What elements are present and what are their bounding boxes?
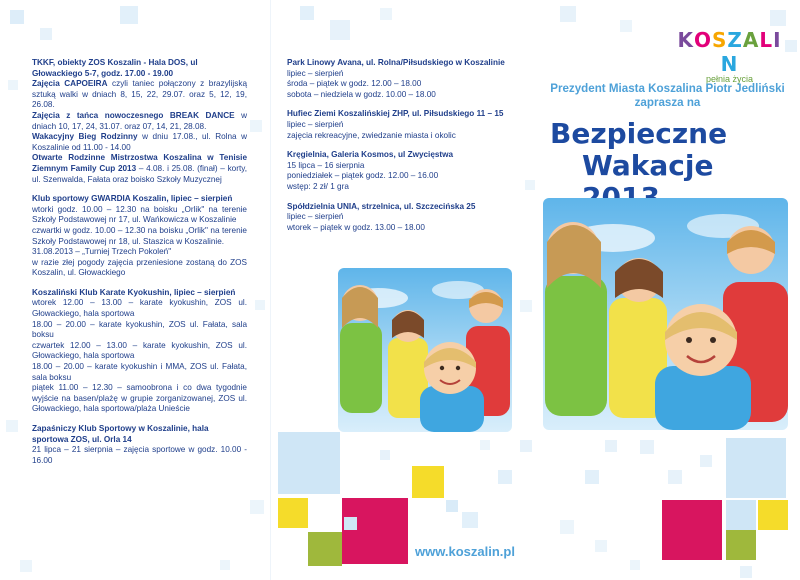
children-illustration-small <box>338 268 512 432</box>
activity-line: lipiec – sierpień <box>287 119 344 129</box>
decorative-square <box>480 440 490 450</box>
website-url[interactable]: www.koszalin.pl <box>415 544 515 559</box>
decorative-square <box>520 440 532 452</box>
decorative-square <box>560 6 576 22</box>
activities-column-middle <box>287 58 512 242</box>
activity-line: sobota – niedziela w godz. 10.00 – 18.00 <box>287 89 436 99</box>
decorative-square <box>620 20 632 32</box>
activity-line: wstęp: 2 zł/ 1 gra <box>287 181 349 191</box>
activity-line: 21 lipca – 21 sierpnia – zajęcia sportowe w godz. 10.00 - 16.00 <box>32 445 247 465</box>
decorative-square <box>662 500 722 560</box>
activity-heading: TKKF, obiekty ZOS Koszalin - Hala DOS, ul Głowackiego 5-7, godz. 17.00 - 19.00 <box>32 58 198 78</box>
activity-block <box>287 202 512 234</box>
activity-heading: Park Linowy Avana, ul. Rolna/Piłsudskiego w Koszalinie <box>287 58 505 67</box>
decorative-square <box>342 498 408 564</box>
logo-letter: N <box>720 52 739 76</box>
logo-letter: A <box>742 28 760 52</box>
activity-line: Wakacyjny Bieg Rodzinny w dniu 17.08., ul. Rolna w Koszalinie od 11.00 - 14.00 <box>32 132 247 152</box>
decorative-square <box>250 120 262 132</box>
decorative-square <box>726 500 756 530</box>
decorative-square <box>462 512 478 528</box>
activity-line: czwartki w godz. 10.00 – 12.30 na boisku „Orlik" na terenie Szkoły Podstawowej nr 18, ul. Staszica w Koszalinie. <box>32 225 247 246</box>
decorative-square <box>344 517 357 530</box>
activity-line: wtorek – piątek w godz. 13.00 – 18.00 <box>287 222 425 232</box>
decorative-square <box>8 80 18 90</box>
logo-letter: O <box>693 28 712 52</box>
decorative-square <box>6 420 18 432</box>
activity-block <box>32 288 247 415</box>
decorative-square <box>330 20 350 40</box>
activity-line: Zajęcia CAPOEIRA czyli taniec połączony z brazylijską sztuką walki w dniach 8, 15, 22, 29.07. oraz 5, 12, 19, 26.08. <box>32 79 247 110</box>
decorative-square <box>278 432 340 494</box>
decorative-square <box>498 470 512 484</box>
activity-block <box>32 194 247 279</box>
activity-heading: Zapaśniczy Klub Sportowy w Koszalinie, hala sportowa ZOS, ul. Orla 14 <box>32 424 209 444</box>
logo-letter: L <box>759 28 774 52</box>
activity-line: Zajęcia z tańca nowoczesnego BREAK DANCE w dniach 10, 17, 24, 31.07. oraz 07, 14, 21, 28.08. <box>32 110 248 131</box>
children-photo-large <box>543 198 788 430</box>
decorative-square <box>20 560 32 572</box>
decorative-square <box>640 440 654 454</box>
activity-line: piątek 11.00 – 12.30 – samoobrona i co dwa tygodnie wyjście na basen/plażę w grupie zorganizowanej, ZOS ul. Głowackiego, hala sportowa/plaża Unieście <box>32 383 247 414</box>
decorative-square <box>446 500 458 512</box>
title-line-2: Wakacje <box>582 149 714 182</box>
decorative-square <box>10 10 24 24</box>
decorative-square <box>595 540 607 552</box>
decorative-square <box>525 180 535 190</box>
activity-line: 15 lipca – 16 sierpnia <box>287 160 365 170</box>
activity-line: Otwarte Rodzinne Mistrzostwa Koszalina w Tenisie Ziemnym Family Cup 2013 – 4.08. i 25.08. (finał) – korty, ul. Szenwalda, Fałata oraz boisko Szkoły Muzycznej <box>32 153 247 184</box>
decorative-square <box>758 500 788 530</box>
activity-line: poniedziałek – piątek godz. 12.00 – 16.00 <box>287 171 439 181</box>
activity-block <box>32 58 247 185</box>
decorative-square <box>560 520 574 534</box>
decorative-square <box>605 440 617 452</box>
logo-letter: Z <box>727 28 743 52</box>
decorative-square <box>700 455 712 467</box>
activity-line: zajęcia rekreacyjne, zwiedzanie miasta i okolic <box>287 130 456 140</box>
children-photo-small <box>338 268 512 432</box>
decorative-square <box>668 470 682 484</box>
activity-line: lipiec – sierpień <box>287 68 344 78</box>
decorative-square <box>380 8 392 20</box>
decorative-square <box>308 532 342 566</box>
activity-line: 31.08.2013 – „Turniej Trzech Pokoleń" <box>32 247 172 257</box>
decorative-square <box>770 10 786 26</box>
children-illustration-large <box>543 198 788 430</box>
activity-line: 18.00 – 20.00 – karate kyokushin i MMA, ZOS ul. Fałata, sala boksu <box>32 362 247 382</box>
decorative-square <box>630 560 640 570</box>
activities-column-left <box>32 58 247 475</box>
decorative-square <box>726 438 786 498</box>
activity-heading: Hufiec Ziemi Koszalińskiej ZHP, ul. Piłsudskiego 11 – 15 <box>287 109 504 119</box>
decorative-square <box>300 6 314 20</box>
activity-block <box>32 424 247 466</box>
decorative-square <box>220 560 230 570</box>
logo-letter: S <box>711 28 728 52</box>
invitation-text: Prezydent Miasta Koszalina Piotr Jedliński zaprasza na <box>550 82 785 109</box>
decorative-square <box>740 566 752 578</box>
activity-line: czwartek 12.00 – 13.00 – karate kyokushin, ZOS ul. Głowackiego, hala sportowa <box>32 340 247 361</box>
koszalin-logo <box>672 28 787 84</box>
activity-heading: Spółdzielnia UNIA, strzelnica, ul. Szczecińska 25 <box>287 201 476 211</box>
logo-tagline: pełnia życia <box>705 74 754 84</box>
activity-heading: Klub sportowy GWARDIA Koszalin, lipiec – sierpień <box>32 194 233 204</box>
decorative-square <box>278 498 308 528</box>
activity-line: lipiec – sierpień <box>287 212 344 222</box>
activity-line: wtorek 12.00 – 13.00 – karate kyokushin, ZOS ul. Głowackiego, hala sportowa <box>32 298 247 319</box>
logo-letter: K <box>677 28 694 52</box>
activity-line: w razie złej pogody zajęcia przeniesione zostaną do ZOS Koszalin, ul. Głowackiego <box>32 257 247 278</box>
activity-heading: Koszaliński Klub Karate Kyokushin, lipiec – sierpień <box>32 287 236 297</box>
fold-line <box>270 0 271 580</box>
decorative-square <box>585 470 599 484</box>
decorative-square <box>520 300 532 312</box>
activity-line: wtorki godz. 10.00 – 12.30 na boisku „Orlik" na terenie Szkoły Podstawowej nr 17, ul. Wańkowicza w Koszalinie <box>32 204 247 225</box>
activity-block <box>287 58 512 100</box>
decorative-square <box>250 500 264 514</box>
decorative-square <box>255 300 265 310</box>
decorative-square <box>726 530 756 560</box>
title-line-1: Bezpieczne <box>550 117 728 150</box>
logo-letter: I <box>773 28 782 52</box>
activity-line: środa – piątek w godz. 12.00 – 18.00 <box>287 79 422 89</box>
decorative-square <box>120 6 138 24</box>
activity-block <box>287 109 512 141</box>
activity-heading: Kręgielnia, Galeria Kosmos, ul Zwycięstwa <box>287 150 454 160</box>
decorative-square <box>412 466 444 498</box>
logo-wordmark <box>672 28 787 76</box>
decorative-square <box>40 28 52 40</box>
activity-line: 18.00 – 20.00 – karate kyokushin, ZOS ul. Fałata, sala boksu <box>32 319 247 340</box>
activity-block <box>287 150 512 192</box>
decorative-square <box>380 450 390 460</box>
